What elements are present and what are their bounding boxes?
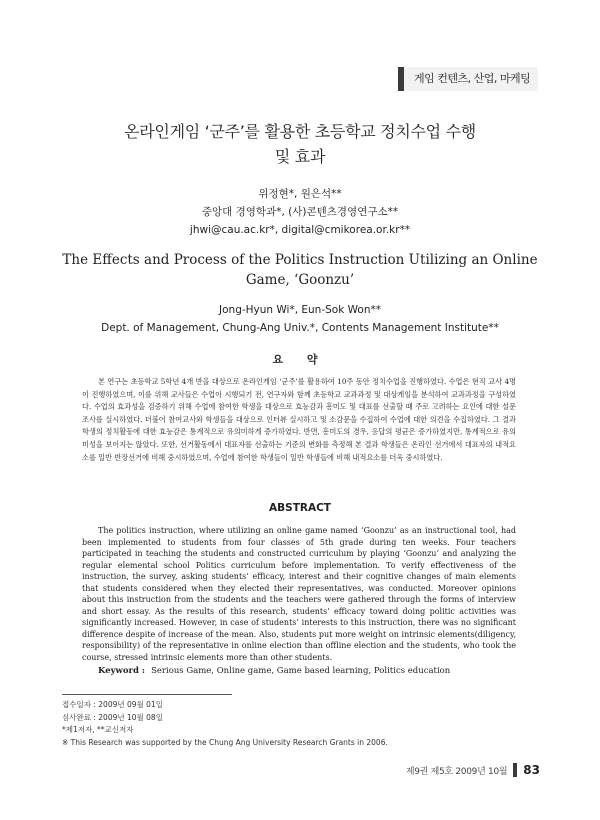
- footnote-funding: ※ This Research was supported by the Chung Ang University Research Grants in 2006.: [62, 737, 388, 747]
- paper-title-english: [60, 250, 540, 290]
- footnote-divider: [62, 694, 232, 695]
- abstract-korean-text: 본 연구는 초등학교 5학년 4개 반을 대상으로 온라인게임 ‘군주’를 활용하여 10주 동안 정치수업을 진행하였다. 수업은 현직 교사 4명이 진행하였으며, 이를 위해 교사들은 수업이 시행되기 전, 연구자와 함께 초등학교 교과과정 및 대상게임을 분석하여 교과과정을 구성하였다. 수업의 효과성을 검증하기 위해 수업에 참여한 학생을 대상으로 효능감과 흥미도 및 대표를 선출할 때 주로 고려하는 요인에 대한 설문조사를 실시하였다. 더불어 참여교사와 학생들을 대상으로 인터뷰 실시하고 및 소감문을 수집하여 수업에 대한 의견을 수집하였다. 그 결과 학생의 정치활동에 대한 효능감은 통계적으로 유의미하게 증가하였다. 반면, 흥미도의 경우, 응답의 평균은 증가하였지만, 통계적으로 유의미성을 보이지는 않았다. 또한, 선거활동에서 대표자를 선출하는 기준의 변화를 측정해 본 결과 학생들은 온라인 선거에서 대표자의 내적요소를 일반 반장선거에 비해 중시하였으며, 수업에 참여한 학생들이 일반 학생들에 비해 내적요소를 더욱 중시하였다.: [82, 377, 516, 462]
- page-footer: [300, 762, 540, 778]
- abstract-english-heading: ABSTRACT: [269, 502, 331, 514]
- paper-title-korean: [60, 119, 540, 169]
- section-category-tag: [398, 67, 538, 91]
- page-number: 83: [523, 763, 540, 777]
- abstract-korean-heading: 요 약: [272, 353, 328, 366]
- title-korean-line-2: 및 효과: [274, 147, 326, 166]
- author-affiliations-korean: 중앙대 경영학과*, (사)콘텐츠경영연구소**: [201, 206, 399, 218]
- footnote-review-date: 심사완료 : 2009년 10월 08일: [62, 712, 163, 722]
- author-emails: jhwi@cau.ac.kr*, digital@cmikorea.or.kr**: [189, 224, 411, 236]
- journal-issue-info: 제9권 제5호 2009년 10월: [405, 766, 508, 777]
- keywords-line: [82, 665, 516, 677]
- keywords-text: Serious Game, Online game, Game based learning, Politics education: [151, 666, 451, 676]
- authors-korean-block: [60, 185, 540, 239]
- title-english-line-2: Game, ‘Goonzu’: [245, 272, 355, 288]
- title-korean-line-1: 온라인게임 ‘군주’를 활용한 초등학교 정치수업 수행: [124, 122, 476, 141]
- section-category-label: 게임 컨텐츠, 산업, 마케팅: [414, 72, 531, 85]
- abstract-english-text: The politics instruction, where utilizing an online game named ‘Goonzu’ as an instructional tool, had been implemented to students from four classes of 5th grade during ten weeks. Four teachers participated in teaching the students and constructed curriculum by playing ‘Goonzu’ and analyzing the regular elemental school Politics curriculum before implementation. To verify effectiveness of the instruction, the survey, asking students’ efficacy, interest and their cognitive changes of main elements that students considered when they elected their representatives, was conducted. Moreover opinions about this instruction from the students and the teachers were gathered through the forms of interview and short essay. As the results of this research, students’ efficacy toward doing politic activities was significantly increased. However, in case of students’ interests to this instruction, there was no significant difference despite of increase of the mean. Also, students put more weight on intrinsic elements(diligency, responsibility) of the representative in online election than offline election and the students, who took the course, stressed intrinsic elements more than other students.: [82, 526, 516, 662]
- footer-divider-bar: [513, 763, 517, 777]
- footnotes-block: [62, 699, 522, 749]
- authors-english-block: [40, 301, 560, 337]
- author-affiliations-english: Dept. of Management, Chung-Ang Univ.*, Contents Management Institute**: [101, 322, 499, 334]
- author-names-korean: 위정현*, 원은석**: [258, 188, 342, 200]
- footnote-received-date: 접수일자 : 2009년 09월 01일: [62, 700, 163, 709]
- title-english-line-1: The Effects and Process of the Politics Instruction Utilizing an Online: [62, 252, 538, 268]
- keywords-label: Keyword :: [98, 666, 146, 676]
- footnote-author-roles: *제1저자, **교신저자: [62, 725, 134, 734]
- author-names-english: Jong-Hyun Wi*, Eun-Sok Won**: [219, 304, 381, 316]
